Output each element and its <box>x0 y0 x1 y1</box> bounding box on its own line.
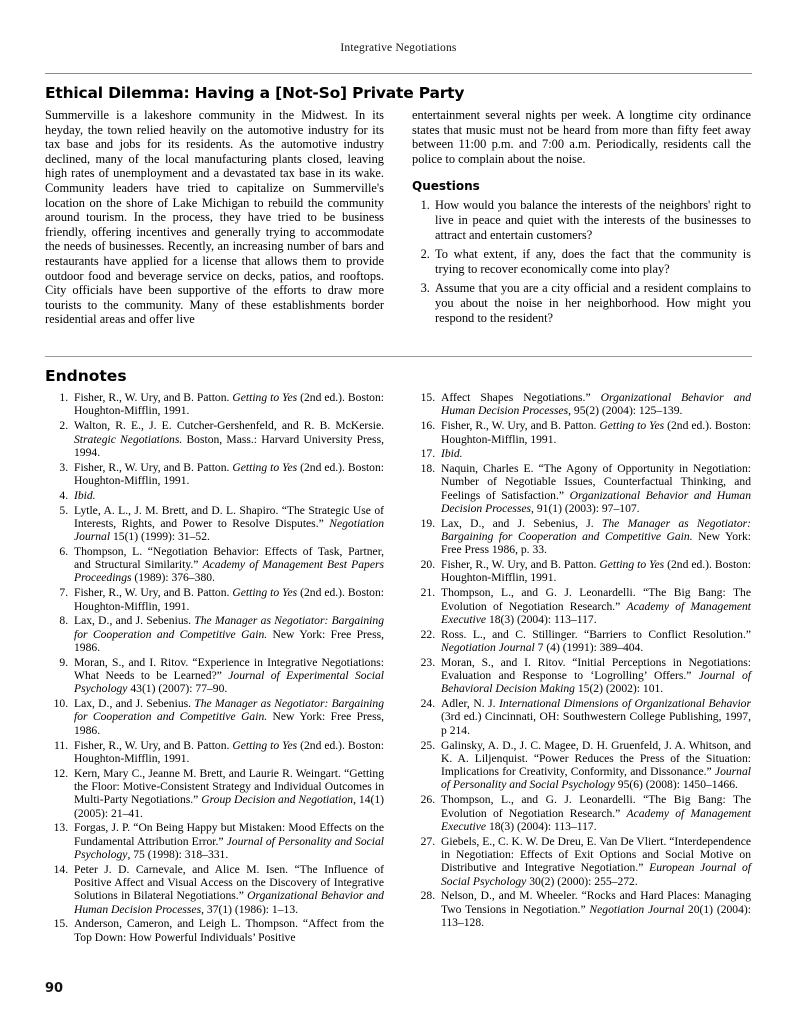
list-item: 26. Thompson, L., and G. J. Leonardelli. “The Big Bang: The Evolution of Negotiation Research.” Academy of Management Executive 18(3) (2004): 113–117. <box>438 793 751 833</box>
list-item: 3. Assume that you are a city official and a resident complains to you about the noise in her neighborhood. How might you respond to the resident? <box>433 281 751 325</box>
list-item: 5. Lytle, A. L., J. M. Brett, and D. L. Shapiro. “The Strategic Use of Interests, Rights, and Power to Resolve Disputes.” Negotiation Journal 15(1) (1999): 31–52. <box>71 504 384 544</box>
questions-heading: Questions <box>412 179 480 194</box>
list-item: 19. Lax, D., and J. Sebenius, J. The Manager as Negotiator: Bargaining for Cooperation and Competitive Gain. New York: Free Press 1986, p. 33. <box>438 517 751 557</box>
list-item: 2. Walton, R. E., J. E. Cutcher-Gershenfeld, and R. B. McKersie. Strategic Negotiations. Boston, Mass.: Harvard University Press, 1994. <box>71 419 384 459</box>
endnotes-columns <box>45 391 752 945</box>
list-item: 9. Moran, S., and I. Ritov. “Experience in Integrative Negotiations: What Needs to be Learned?” Journal of Experimental Social Psychology 43(1) (2007): 77–90. <box>71 656 384 696</box>
endnotes-title: Endnotes <box>45 367 127 386</box>
endnotes-section <box>45 356 752 945</box>
running-head: Integrative Negotiations <box>340 42 457 54</box>
page-content <box>45 70 752 946</box>
list-item: 15. Anderson, Cameron, and Leigh L. Thompson. “Affect from the Top Down: How Powerful Individuals’ Positive <box>71 917 384 944</box>
list-item: 4. Ibid. <box>71 489 384 502</box>
list-item: 2. To what extent, if any, does the fact that the community is trying to recover economically come into play? <box>433 247 751 276</box>
dilemma-columns <box>45 108 752 330</box>
list-item: 16. Fisher, R., W. Ury, and B. Patton. Getting to Yes (2nd ed.). Boston: Houghton-Mifflin, 1991. <box>438 419 751 446</box>
dilemma-paragraph-left: Summerville is a lakeshore community in the Midwest. In its heyday, the town relied heavily on the automotive industry for its tax base and jobs for its residents. As the automotive industry declined, many of the local manufacturing plants closed, leaving high rates of unemployment and a devastated tax base in its wake. Community leaders have tried to capitalize on Summerville's location on the shore of Lake Michigan to rebuild the community around tourism. In the process, they have tried to be business friendly, offering incentives and generally trying to accommodate the needs of businesses. Recently, an increasing number of bars and restaurants have applied for a license that allows them to provide outdoor food and beverage service on decks, patios, and rooftops. City officials have been supportive of the efforts to draw more tourists to the community. Many of these establishments border residential areas and offer live <box>45 108 384 327</box>
list-item: 17. Ibid. <box>438 447 751 460</box>
list-item: 3. Fisher, R., W. Ury, and B. Patton. Getting to Yes (2nd ed.). Boston: Houghton-Mifflin, 1991. <box>71 461 384 488</box>
list-item: 7. Fisher, R., W. Ury, and B. Patton. Getting to Yes (2nd ed.). Boston: Houghton-Mifflin, 1991. <box>71 586 384 613</box>
endnotes-right-column <box>412 391 751 945</box>
endnotes-top-rule <box>45 356 752 357</box>
list-item: 24. Adler, N. J. International Dimensions of Organizational Behavior (3rd ed.) Cincinnati, OH: Southwestern College Publishing, 1997, p 214. <box>438 697 751 737</box>
dilemma-title: Ethical Dilemma: Having a [Not-So] Private Party <box>45 84 465 102</box>
list-item: 18. Naquin, Charles E. “The Agony of Opportunity in Negotiation: Number of Negotiable Issues, Counterfactual Thinking, and Feelings of Satisfaction.” Organizational Behavior and Human Decision Processes, 91(1) (2003): 97–107. <box>438 462 751 515</box>
list-item: 22. Ross. L., and C. Stillinger. “Barriers to Conflict Resolution.” Negotiation Journal 7 (4) (1991): 389–404. <box>438 628 751 655</box>
list-item: 28. Nelson, D., and M. Wheeler. “Rocks and Hard Places: Managing Two Tensions in Negotiation.” Negotiation Journal 20(1) (2004): 113–128. <box>438 889 751 929</box>
list-item: 25. Galinsky, A. D., J. C. Magee, D. H. Gruenfeld, J. A. Whitson, and K. A. Liljenquist. “Power Reduces the Press of the Situation: Implications for Creativity, Conformity, and Dissonance.” Journal of Personality and Social Psychology 95(6) (2008): 1450–1466. <box>438 739 751 792</box>
list-item: 27. Giebels, E., C. K. W. De Dreu, E. Van De Vliert. “Interdependence in Negotiation: Effects of Exit Options and Social Motive on Distributive and Integrative Negotiation.” European Journal of Social Psychology 30(2) (2000): 255–272. <box>438 835 751 888</box>
list-item: 1. How would you balance the interests of the neighbors' right to live in peace and quiet with the interests of the businesses to attract and entertain customers? <box>433 198 751 242</box>
endnotes-list-left <box>45 391 384 944</box>
list-item: 14. Peter J. D. Carnevale, and Alice M. Isen. “The Influence of Positive Affect and Visual Access on the Discovery of Integrative Solutions in Bilateral Negotiations.” Organizational Behavior and Human Decision Processes, 37(1) (1986): 1–13. <box>71 863 384 916</box>
dilemma-right-column <box>412 108 751 330</box>
list-item: 23. Moran, S., and I. Ritov. “Initial Perceptions in Negotiations: Evaluation and Response to ‘Logrolling’ Offers.” Journal of Behavioral Decision Making 15(2) (2002): 101. <box>438 656 751 696</box>
endnotes-left-column <box>45 391 384 945</box>
list-item: 15. Affect Shapes Negotiations.” Organizational Behavior and Human Decision Processes, 95(2) (2004): 125–139. <box>438 391 751 418</box>
list-item: 11. Fisher, R., W. Ury, and B. Patton. Getting to Yes (2nd ed.). Boston: Houghton-Mifflin, 1991. <box>71 739 384 766</box>
list-item: 13. Forgas, J. P. “On Being Happy but Mistaken: Mood Effects on the Fundamental Attribution Error.” Journal of Personality and Social Psychology, 75 (1998): 318–331. <box>71 821 384 861</box>
endnotes-list-right <box>412 391 751 929</box>
list-item: 8. Lax, D., and J. Sebenius. The Manager as Negotiator: Bargaining for Cooperation and Competitive Gain. New York: Free Press, 1986. <box>71 614 384 654</box>
list-item: 12. Kern, Mary C., Jeanne M. Brett, and Laurie R. Weingart. “Getting the Floor: Motive-Consistent Strategy and Individual Outcomes in Multi-Party Negotiations.” Group Decision and Negotiation, 14(1) (2005): 21–41. <box>71 767 384 820</box>
list-item: 6. Thompson, L. “Negotiation Behavior: Effects of Task, Partner, and Structural Similarity.” Academy of Management Best Papers Proceedings (1989): 376–380. <box>71 545 384 585</box>
dilemma-top-rule <box>45 73 752 74</box>
list-item: 20. Fisher, R., W. Ury, and B. Patton. Getting to Yes (2nd ed.). Boston: Houghton-Mifflin, 1991. <box>438 558 751 585</box>
questions-list <box>412 198 751 325</box>
list-item: 1. Fisher, R., W. Ury, and B. Patton. Getting to Yes (2nd ed.). Boston: Houghton-Mifflin, 1991. <box>71 391 384 418</box>
list-item: 21. Thompson, L., and G. J. Leonardelli. “The Big Bang: The Evolution of Negotiation Research.” Academy of Management Executive 18(3) (2004): 113–117. <box>438 586 751 626</box>
list-item: 10. Lax, D., and J. Sebenius. The Manager as Negotiator: Bargaining for Cooperation and Competitive Gain. New York: Free Press, 1986. <box>71 697 384 737</box>
dilemma-paragraph-right: entertainment several nights per week. A longtime city ordinance states that music must not be heard from more than fifty feet away between 11:00 p.m. and 7:00 a.m. Periodically, residents call the police to complain about the noise. <box>412 108 751 166</box>
page-number: 90 <box>45 981 64 996</box>
dilemma-left-column <box>45 108 384 330</box>
